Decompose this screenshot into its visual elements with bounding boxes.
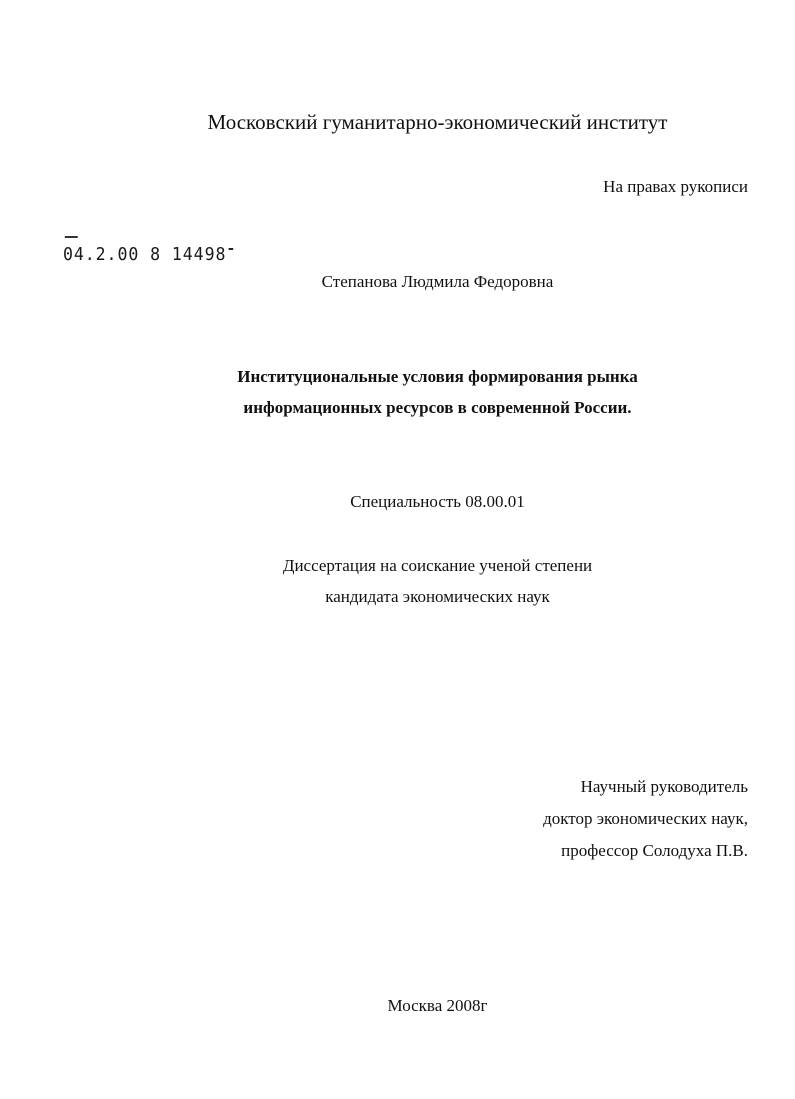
specialty: Специальность 08.00.01 [350, 492, 525, 511]
stamp-number-text: 04.2.00 8 14498 [63, 244, 227, 265]
manuscript-note: На правах рукописи [603, 177, 748, 196]
supervisor-label: Научный руководитель [580, 777, 748, 796]
thesis-title-line-2: информационных ресурсов в современной России. [243, 398, 632, 417]
stamp-tick [228, 248, 233, 250]
supervisor-degree: доктор экономических наук, [543, 809, 748, 828]
library-stamp-number [63, 245, 233, 265]
institute-name: Московский гуманитарно-экономический институт [207, 110, 668, 134]
dissertation-degree-line-1: Диссертация на соискание ученой степени [282, 556, 593, 575]
city-year: Москва 2008г [387, 996, 488, 1015]
supervisor-name: профессор Солодуха П.В. [561, 841, 748, 860]
thesis-title-line-1: Институциональные условия формирования рынка [237, 367, 638, 386]
dissertation-degree-line-2: кандидата экономических наук [325, 587, 550, 606]
stamp-mark [65, 236, 78, 238]
author-name: Степанова Людмила Федоровна [321, 272, 554, 291]
